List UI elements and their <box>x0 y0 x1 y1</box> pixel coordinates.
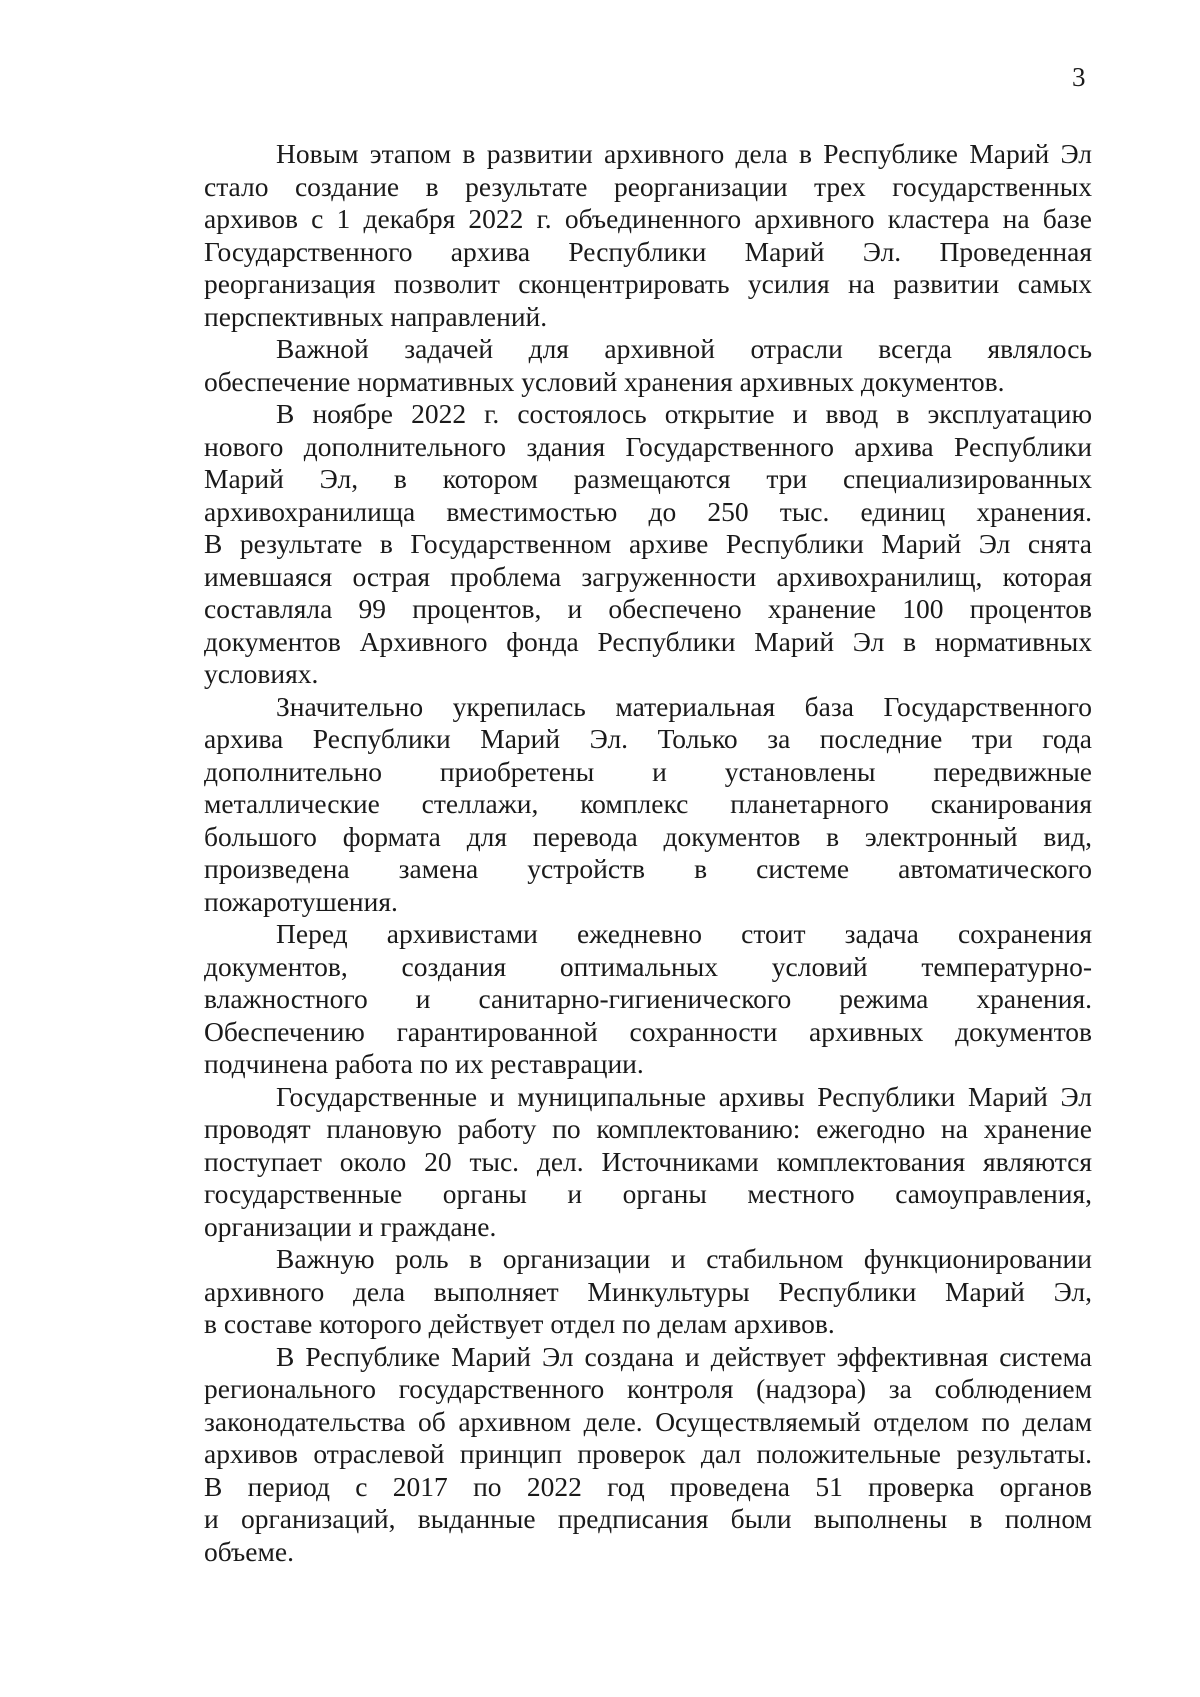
paragraph <box>204 918 1092 1081</box>
paragraph-line: регионального государственного контроля (надзора) за соблюдением <box>204 1373 1092 1404</box>
paragraph-line: условиях. <box>204 658 319 689</box>
paragraph-line: Важную роль в организации и стабильном функционировании <box>276 1243 1092 1274</box>
paragraph <box>204 398 1092 691</box>
paragraph-line: законодательства об архивном деле. Осуществляемый отделом по делам <box>204 1405 1092 1437</box>
paragraph-line: произведена замена устройств в системе автоматического <box>204 853 1092 884</box>
paragraph-line: имевшаяся острая проблема загруженности архивохранилищ, которая <box>204 560 1092 592</box>
paragraph-line: В период с 2017 по 2022 год проведена 51 проверка органов <box>204 1470 1092 1502</box>
paragraph-line: архивов отраслевой принцип проверок дал положительные результаты. <box>204 1438 1092 1469</box>
paragraph-line: Перед архивистами ежедневно стоит задача сохранения <box>276 918 1092 949</box>
page-number: 3 <box>1072 62 1086 92</box>
paragraph-line: подчинена работа по их реставрации. <box>204 1048 644 1079</box>
paragraph-line: поступает около 20 тыс. дел. Источниками комплектования являются <box>204 1145 1092 1177</box>
paragraph-line: большого формата для перевода документов в электронный вид, <box>204 820 1092 852</box>
paragraph <box>204 1081 1092 1244</box>
paragraph-line: государственные органы и органы местного самоуправления, <box>204 1178 1092 1209</box>
paragraph-line: составляла 99 процентов, и обеспечено хранение 100 процентов <box>204 593 1092 624</box>
paragraph-line: Обеспечению гарантированной сохранности архивных документов <box>204 1015 1092 1047</box>
paragraph-line: В ноябре 2022 г. состоялось открытие и ввод в эксплуатацию <box>276 398 1092 429</box>
paragraph-line: нового дополнительного здания Государственного архива Республики <box>204 430 1092 462</box>
paragraph-line: Государственные и муниципальные архивы Республики Марий Эл <box>276 1080 1092 1112</box>
paragraph <box>204 1341 1092 1569</box>
paragraph-line: перспективных направлений. <box>204 300 548 332</box>
paragraph-line: металлические стеллажи, комплекс планетарного сканирования <box>204 788 1092 819</box>
paragraph-line: объеме. <box>204 1535 294 1567</box>
paragraph <box>204 138 1092 333</box>
paragraph-line: реорганизация позволит сконцентрировать усилия на развитии самых <box>204 268 1092 299</box>
paragraph-line: Государственного архива Республики Марий Эл. Проведенная <box>204 235 1092 267</box>
paragraph-line: Новым этапом в развитии архивного дела в Республике Марий Эл <box>276 138 1092 169</box>
paragraph-line: Значительно укрепилась материальная база Государственного <box>276 690 1092 722</box>
paragraph-line: архива Республики Марий Эл. Только за последние три года <box>204 723 1092 754</box>
paragraph-line: пожаротушения. <box>204 885 398 917</box>
paragraph <box>204 691 1092 919</box>
paragraph-line: архивохранилища вместимостью до 250 тыс. единиц хранения. <box>204 495 1092 527</box>
paragraph-line: архивов с 1 декабря 2022 г. объединенного архивного кластера на базе <box>204 203 1092 234</box>
document-body <box>204 138 1092 1568</box>
paragraph <box>204 1243 1092 1341</box>
paragraph-line: стало создание в результате реорганизации трех государственных <box>204 170 1092 202</box>
paragraph-line: и организаций, выданные предписания были выполнены в полном <box>204 1503 1092 1534</box>
paragraph-line: дополнительно приобретены и установлены передвижные <box>204 755 1092 787</box>
paragraph-line: в составе которого действует отдел по делам архивов. <box>204 1308 835 1339</box>
paragraph-line: Марий Эл, в котором размещаются три специализированных <box>204 463 1092 494</box>
paragraph-line: В результате в Государственном архиве Республики Марий Эл снята <box>204 528 1092 559</box>
paragraph-line: проводят плановую работу по комплектованию: ежегодно на хранение <box>204 1113 1092 1144</box>
paragraph-line: обеспечение нормативных условий хранения архивных документов. <box>204 365 1005 397</box>
paragraph-line: документов Архивного фонда Республики Марий Эл в нормативных <box>204 625 1092 657</box>
paragraph-line: Важной задачей для архивной отрасли всегда являлось <box>276 333 1092 364</box>
paragraph-line: архивного дела выполняет Минкультуры Республики Марий Эл, <box>204 1275 1092 1307</box>
paragraph-line: влажностного и санитарно-гигиенического режима хранения. <box>204 983 1092 1014</box>
paragraph <box>204 333 1092 398</box>
paragraph-line: В Республике Марий Эл создана и действует эффективная система <box>276 1340 1092 1372</box>
paragraph-line: организации и граждане. <box>204 1210 497 1242</box>
paragraph-line: документов, создания оптимальных условий температурно- <box>204 950 1092 982</box>
